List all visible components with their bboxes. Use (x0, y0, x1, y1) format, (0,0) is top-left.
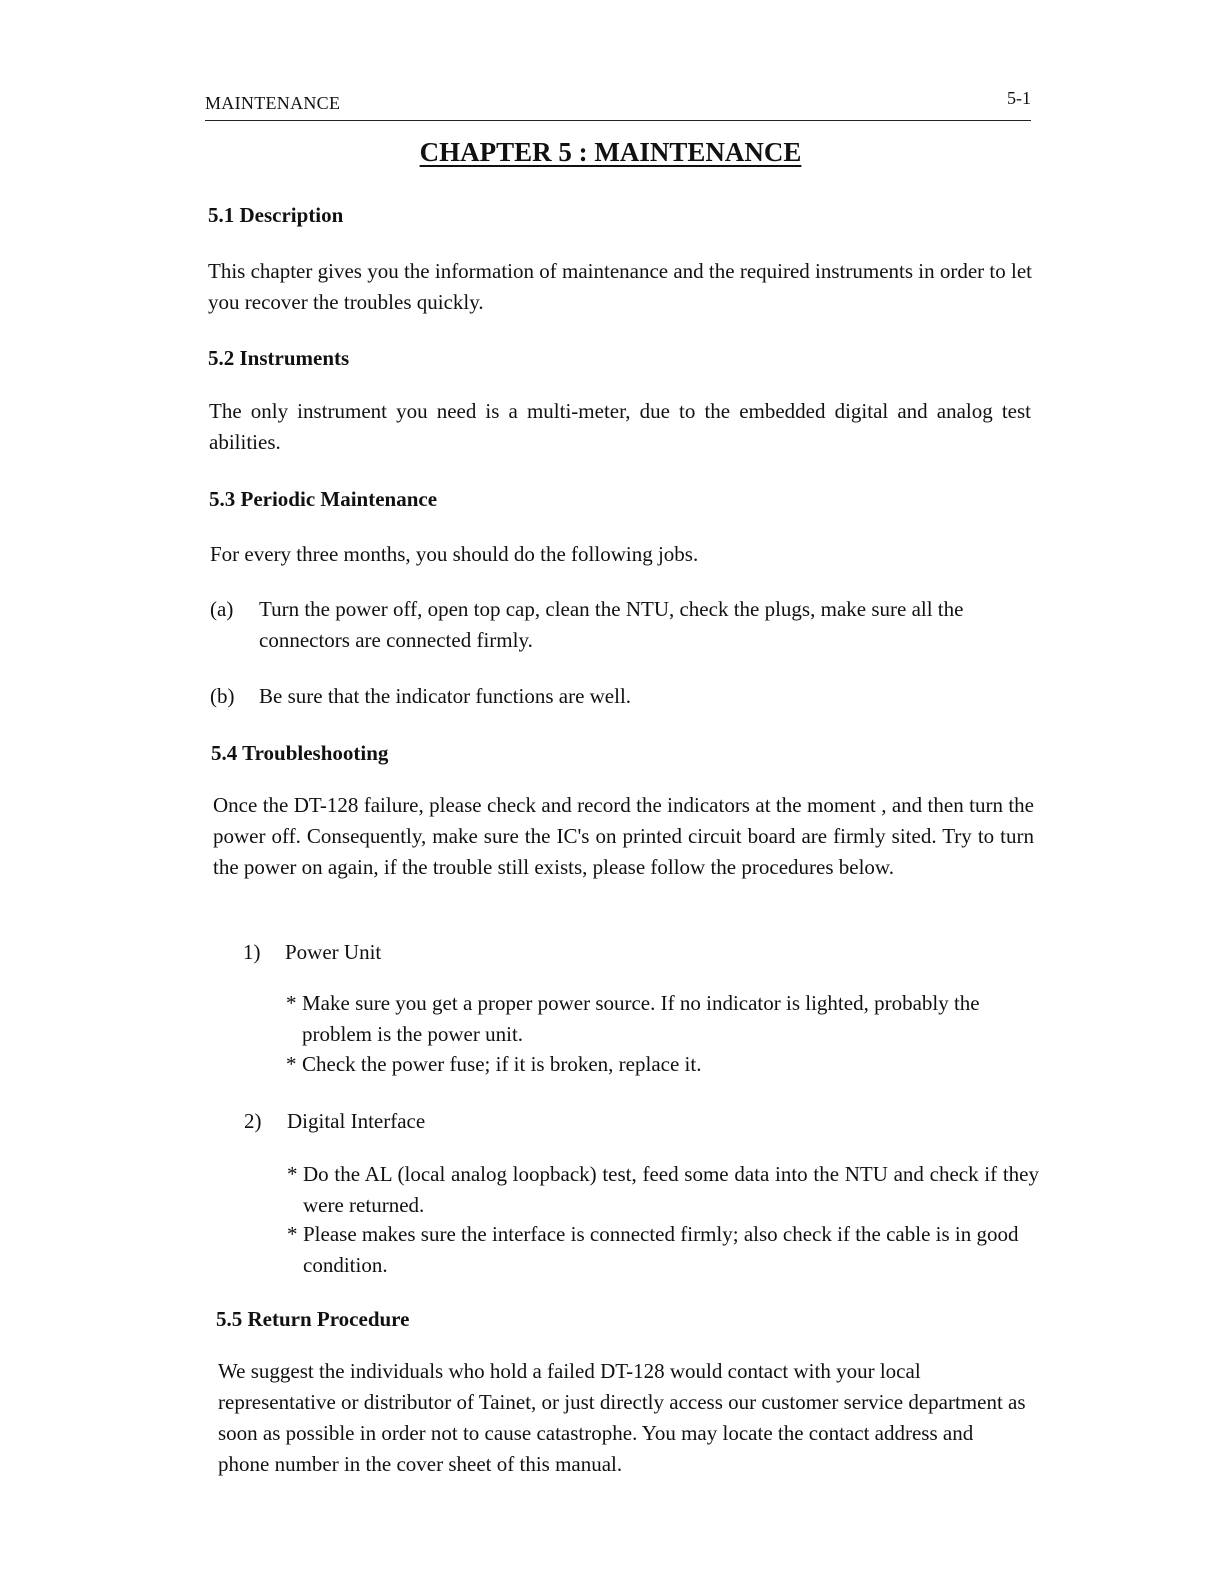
section-heading-return-procedure: 5.5 Return Procedure (216, 1307, 410, 1331)
procedure-step (244, 1106, 1034, 1137)
list-item (210, 594, 1036, 656)
list-item-text: Turn the power off, open top cap, clean the NTU, check the plugs, make sure all the connectors are connected firmly. (259, 597, 964, 652)
procedure-step-title: Digital Interface (287, 1109, 426, 1133)
bullet-glyph: * (286, 1052, 297, 1076)
list-marker: (b) (210, 684, 235, 708)
section-body-description: This chapter gives you the information of maintenance and the required instruments in order to let you recover the troubles quickly. (208, 259, 1033, 314)
bullet-text: Do the AL (local analog loopback) test, feed some data into the NTU and check if they were returned. (303, 1162, 1039, 1217)
procedure-step-number: 2) (244, 1109, 262, 1133)
section-heading-periodic-maintenance: 5.3 Periodic Maintenance (209, 487, 438, 511)
bullet-text: Check the power fuse; if it is broken, replace it. (302, 1052, 702, 1076)
section-heading-instruments: 5.2 Instruments (208, 346, 350, 370)
bullet-item (286, 1049, 1038, 1080)
bullet-text: Make sure you get a proper power source. If no indicator is lighted, probably the problem is the power unit. (302, 991, 980, 1046)
bullet-glyph: * (287, 1222, 298, 1246)
section-heading-description: 5.1 Description (208, 203, 344, 227)
list-item (210, 681, 1036, 712)
bullet-item (287, 1159, 1039, 1221)
bullet-text: Please makes sure the interface is connected firmly; also check if the cable is in good condition. (303, 1222, 1019, 1277)
procedure-step (243, 937, 1033, 968)
section-heading-troubleshooting: 5.4 Troubleshooting (211, 741, 389, 765)
chapter-title (0, 137, 1221, 168)
chapter-title-text: CHAPTER 5 : MAINTENANCE (419, 137, 802, 167)
bullet-item (286, 988, 1038, 1050)
running-header (205, 88, 1031, 121)
running-header-title: MAINTENANCE (205, 93, 341, 113)
procedure-step-number: 1) (243, 940, 261, 964)
bullet-glyph: * (287, 1162, 298, 1186)
page-number: 5-1 (1007, 88, 1031, 108)
section-body-return-procedure: We suggest the individuals who hold a failed DT-128 would contact with your local representative or distributor of Tainet, or just directly access our customer service department as soon as possible in order not to cause catastrophe. You may locate the contact address and phone number in the cover sheet of this manual. (218, 1359, 1026, 1476)
list-item-text: Be sure that the indicator functions are well. (259, 684, 632, 708)
bullet-glyph: * (286, 991, 297, 1015)
section-body-troubleshooting: Once the DT-128 failure, please check and record the indicators at the moment , and then turn the power off. Consequently, make sure the IC's on printed circuit board are firmly sited. Try to turn the power on again, if the trouble still exists, please follow the procedures below. (213, 793, 1034, 879)
bullet-item (287, 1219, 1039, 1281)
section-body-instruments: The only instrument you need is a multi-meter, due to the embedded digital and analog test abilities. (209, 399, 1031, 454)
procedure-step-title: Power Unit (285, 940, 382, 964)
section-body-periodic-maintenance: For every three months, you should do the following jobs. (210, 542, 699, 566)
list-marker: (a) (210, 597, 234, 621)
